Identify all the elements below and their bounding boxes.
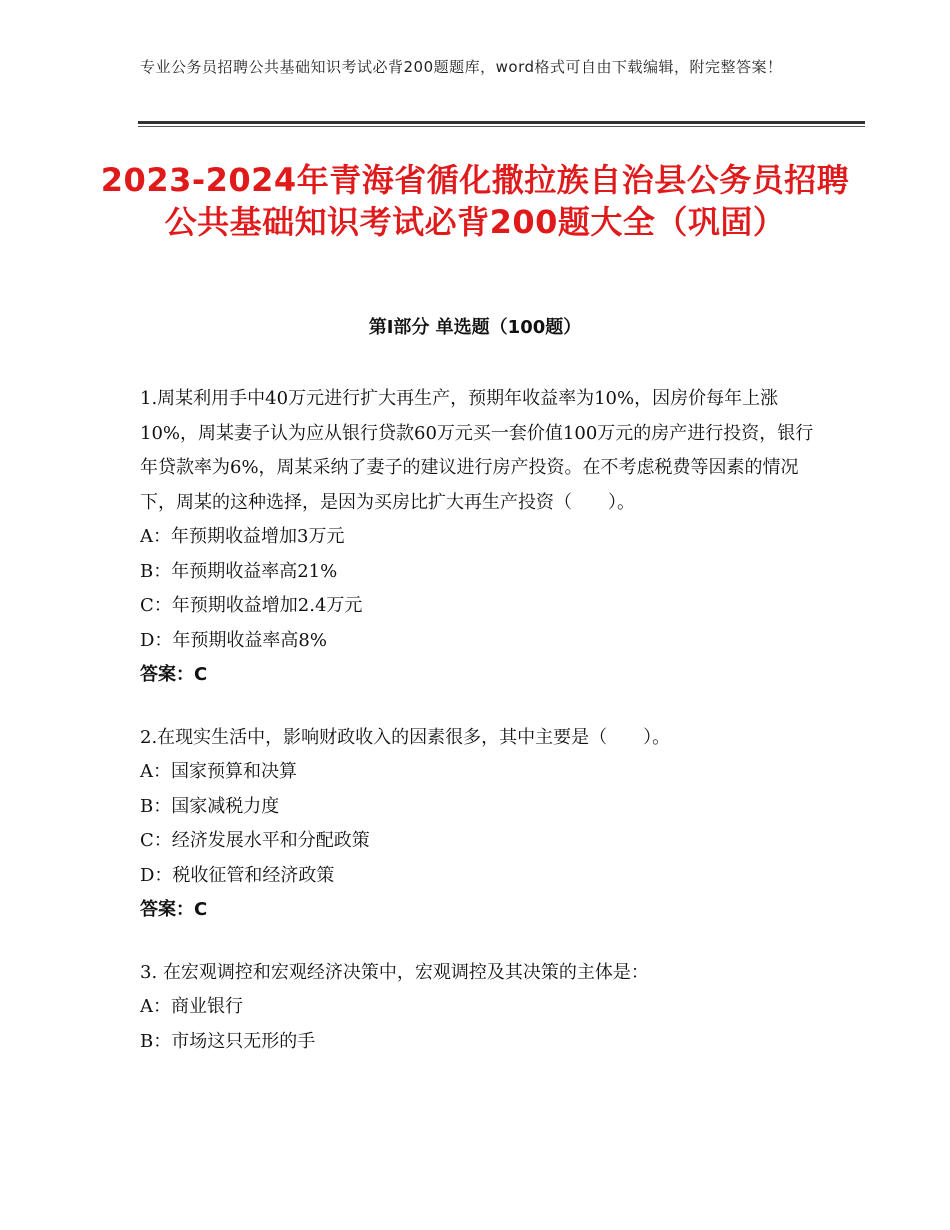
option-b: B：国家减税力度 <box>140 795 280 817</box>
question-1 <box>140 382 820 693</box>
option-a: A：国家预算和决算 <box>140 761 297 782</box>
header-divider-thick <box>138 121 865 124</box>
header-note: 专业公务员招聘公共基础知识考试必背200题题库，word格式可自由下载编辑，附完整答案！ <box>140 58 783 76</box>
question-list <box>140 382 820 1087</box>
option-c: C：年预期收益增加2.4万元 <box>140 595 363 616</box>
question-stem: 3. 在宏观调控和宏观经济决策中，宏观调控及其决策的主体是： <box>140 961 649 983</box>
question-3 <box>140 956 820 1060</box>
answer-label: 答案：C <box>140 664 208 685</box>
section-title: 第Ⅰ部分 单选题（100题） <box>368 317 582 338</box>
question-2 <box>140 721 820 928</box>
option-c: C：经济发展水平和分配政策 <box>140 830 370 851</box>
option-b: B：市场这只无形的手 <box>140 1030 316 1052</box>
option-b: B：年预期收益率高21% <box>140 560 338 582</box>
option-a: A：年预期收益增加3万元 <box>140 526 345 547</box>
option-d: D：年预期收益率高8% <box>140 629 327 651</box>
option-d: D：税收征管和经济政策 <box>140 864 335 886</box>
question-stem: 1.周某利用手中40万元进行扩大再生产，预期年收益率为10%，因房价每年上涨10%，周某妻子认为应从银行贷款60万元买一套价值100万元的房产进行投资，银行年贷款率为6%，周某采纳了妻子的建议进行房产投资。在不考虑税费等因素的情况下，周某的这种选择，是因为买房比扩大再生产投资（ ）。 <box>140 388 814 513</box>
answer-label: 答案：C <box>140 899 208 920</box>
question-stem: 2.在现实生活中，影响财政收入的因素很多，其中主要是（ ）。 <box>140 726 671 748</box>
header-divider-thin <box>138 126 865 127</box>
document-title: 2023-2024年青海省循化撒拉族自治县公务员招聘公共基础知识考试必背200题大全（巩固） <box>100 161 850 241</box>
option-a: A：商业银行 <box>140 996 243 1017</box>
